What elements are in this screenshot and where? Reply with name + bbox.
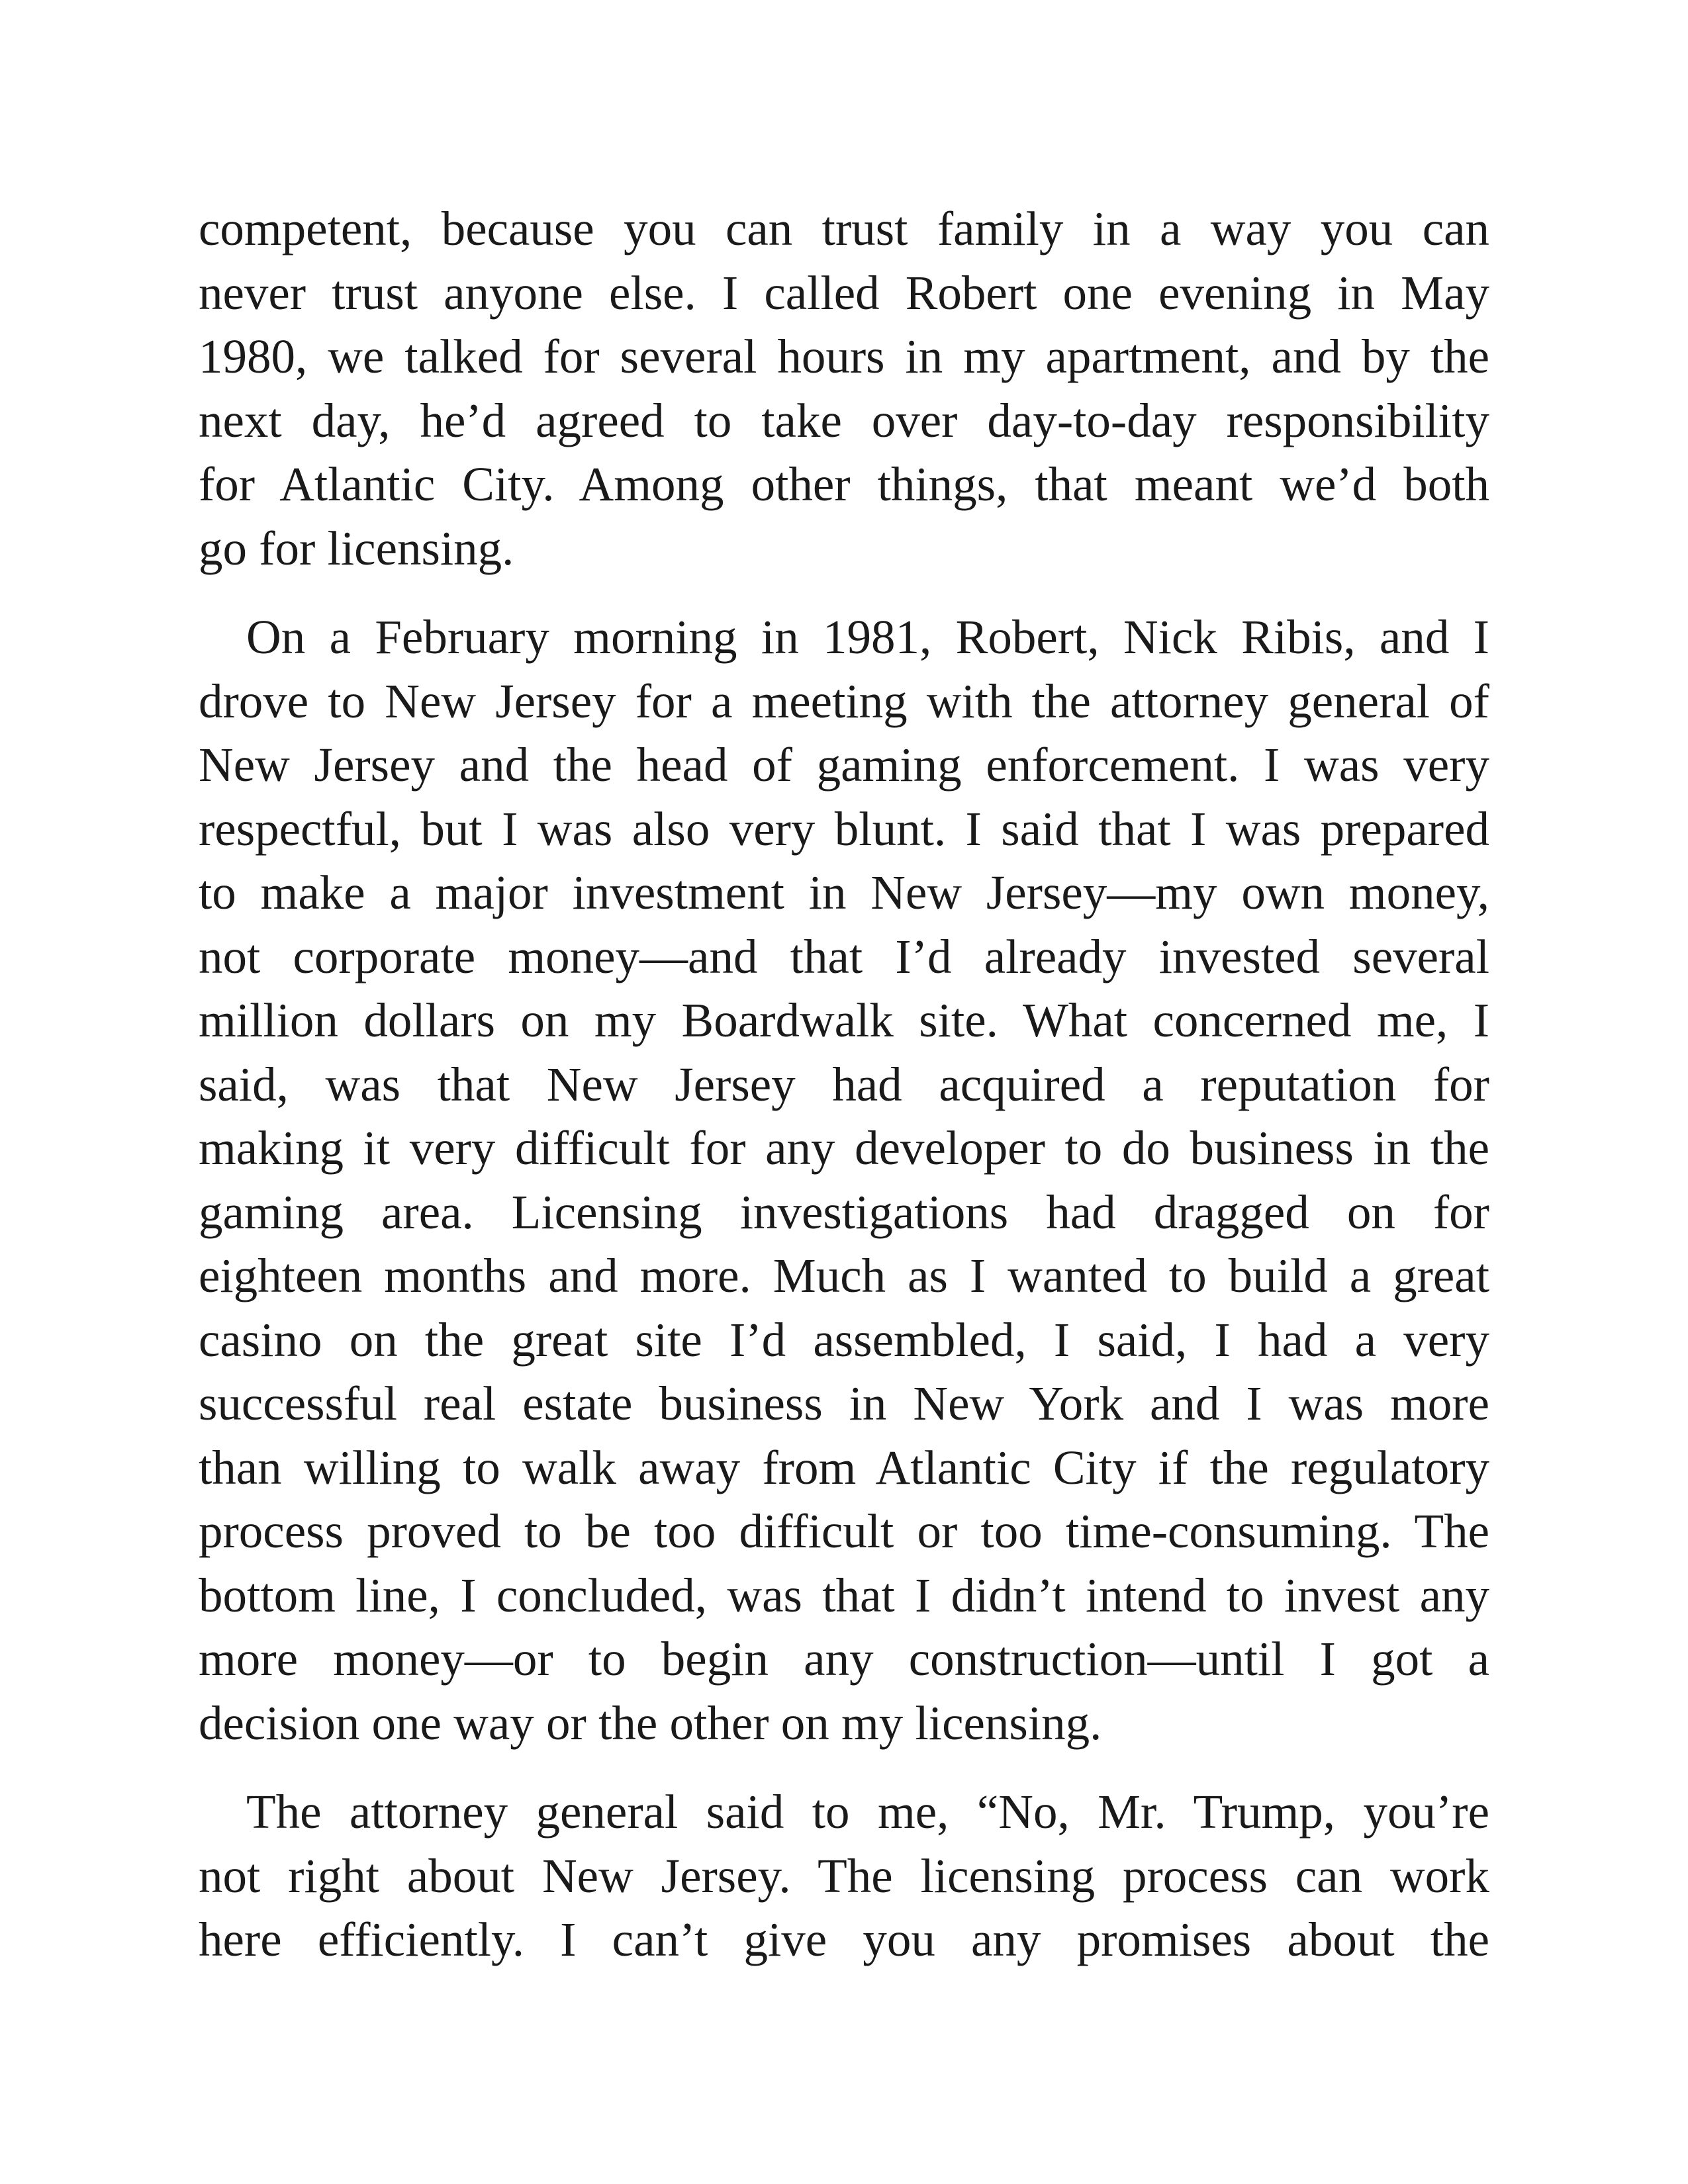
paragraph-2 <box>199 606 1489 1755</box>
text-line: drove to New Jersey for a meeting with the attorney general of <box>199 674 1489 728</box>
text-line: competent, because you can trust family in a way you can <box>199 202 1489 255</box>
text-line: here efficiently. I can’t give you any promises about the <box>199 1913 1489 1966</box>
text-line: bottom line, I concluded, was that I didn’t intend to invest any <box>199 1568 1489 1622</box>
text-line: decision one way or the other on my licensing. <box>199 1696 1102 1750</box>
text-line: to make a major investment in New Jersey—my own money, <box>199 866 1489 919</box>
text-line: more money—or to begin any construction—until I got a <box>199 1632 1489 1686</box>
text-line: 1980, we talked for several hours in my apartment, and by the <box>199 330 1489 383</box>
text-line: The attorney general said to me, “No, Mr. Trump, you’re <box>246 1785 1489 1839</box>
text-line: million dollars on my Boardwalk site. What concerned me, I <box>199 993 1489 1047</box>
text-line: never trust anyone else. I called Robert one evening in May <box>199 265 1489 320</box>
text-line: not corporate money—and that I’d already invested several <box>199 929 1489 983</box>
body-text <box>199 197 1489 1972</box>
text-line: making it very difficult for any developer to do business in the <box>199 1121 1489 1175</box>
text-line: On a February morning in 1981, Robert, Nick Ribis, and I <box>246 610 1489 664</box>
paragraph-1 <box>199 197 1489 580</box>
text-line: successful real estate business in New York and I was more <box>199 1377 1489 1430</box>
text-line: eighteen months and more. Much as I wanted to build a great <box>199 1249 1489 1302</box>
text-line: not right about New Jersey. The licensing process can work <box>199 1848 1489 1903</box>
paragraph-3 <box>199 1780 1489 1972</box>
text-line: next day, he’d agreed to take over day-to-day responsibility <box>199 393 1489 447</box>
text-line: said, was that New Jersey had acquired a reputation for <box>199 1057 1489 1111</box>
text-line: for Atlantic City. Among other things, that meant we’d both <box>199 457 1489 511</box>
text-line: go for licensing. <box>199 521 514 575</box>
text-line: casino on the great site I’d assembled, I said, I had a very <box>199 1312 1489 1367</box>
text-line: respectful, but I was also very blunt. I said that I was prepared <box>199 801 1489 856</box>
text-line: New Jersey and the head of gaming enforcement. I was very <box>199 738 1489 792</box>
text-line: process proved to be too difficult or too time-consuming. The <box>199 1504 1489 1558</box>
text-line: gaming area. Licensing investigations had dragged on for <box>199 1185 1489 1239</box>
text-line: than willing to walk away from Atlantic City if the regulatory <box>199 1440 1489 1494</box>
